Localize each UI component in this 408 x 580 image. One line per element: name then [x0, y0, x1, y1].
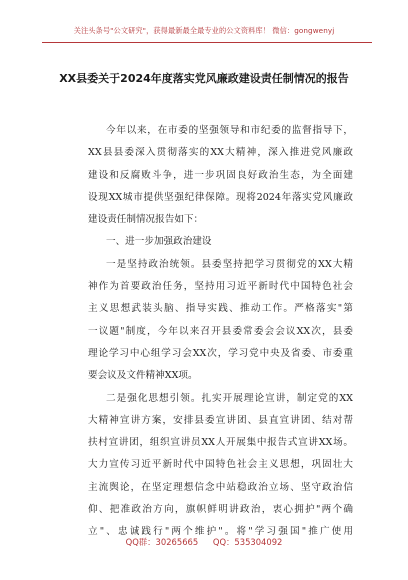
- body-line: 神作为首要政治任务，坚持用习近平新时代中国特色社会: [88, 281, 353, 293]
- body-line: 要会议及文件精神XX项。: [88, 370, 198, 382]
- body-line: 建设责任制情况报告如下：: [88, 214, 204, 226]
- body-line: 主流舆论，在坚定理想信念中站稳政治立场、坚守政治信: [88, 481, 353, 493]
- header-divider: [42, 42, 372, 43]
- section-heading: 一、进一步加强政治建设: [106, 236, 212, 248]
- qq-group-number: QQ群：30265665: [125, 537, 199, 547]
- footer-contact: [0, 536, 408, 548]
- body-line: XX县县委深入贯彻落实的XX大精神，深入推进党风廉政: [88, 147, 353, 159]
- body-line: 立"、忠诚践行"两个维护"。将"学习强国"推广使用: [88, 526, 353, 538]
- body-line: 建设和反腐败斗争，进一步巩固良好政治生态，为全面建: [88, 169, 353, 181]
- body-line: 设现XX城市提供坚强纪律保障。现将2024年落实党风廉政: [88, 191, 353, 203]
- qq-number: QQ：535304092: [212, 537, 283, 547]
- header-promo-note: 关注头条号"公文研究"，获得最新最全最专业的公文资料库！ 微信：gongwenyj: [73, 26, 335, 35]
- body-line: 主义思想武装头脑、指导实践、推动工作。严格落实"第: [88, 303, 353, 315]
- body-line: 大力宣传习近平新时代中国特色社会主义思想，巩固壮大: [88, 459, 353, 471]
- body-line: 扶村宣讲团，组织宣讲员XX人开展集中报告式宣讲XX场。: [88, 437, 353, 449]
- body-line: 一议题"制度，今年以来召开县委常委会会议XX次，县委: [88, 325, 353, 337]
- body-line: 一是坚持政治统领。县委坚持把学习贯彻党的XX大精: [106, 258, 353, 270]
- document-body: [88, 120, 353, 544]
- body-line: 二是强化思想引领。扎实开展理论宣讲，制定党的XX: [106, 392, 353, 404]
- document-title: XX县委关于2024年度落实党风廉政建设责任制情况的报告: [59, 72, 349, 85]
- body-line: 今年以来，在市委的坚强领导和市纪委的监督指导下，: [106, 125, 353, 136]
- body-line: 大精神宣讲方案，安排县委宣讲团、县直宣讲团、结对帮: [88, 414, 353, 426]
- body-line: 理论学习中心组学习会XX次，学习党中央及省委、市委重: [88, 347, 353, 359]
- body-line: 仰、把准政治方向，旗帜鲜明讲政治，衷心拥护"两个确: [88, 504, 353, 516]
